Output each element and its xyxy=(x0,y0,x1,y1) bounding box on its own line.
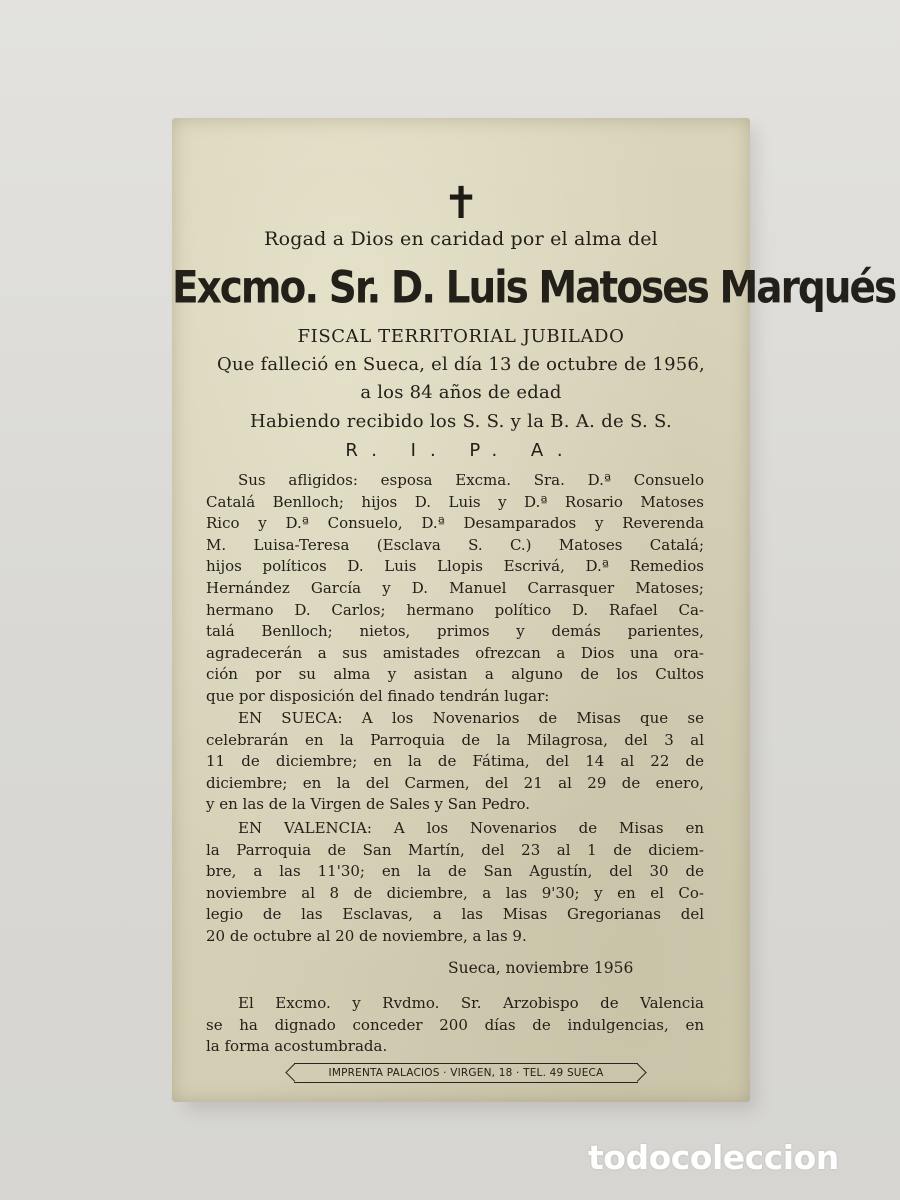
indulgence-line: la forma acostumbrada. xyxy=(206,1037,388,1056)
valencia-line: legio de las Esclavas, a las Misas Gregorianas del xyxy=(206,905,704,924)
mourners-line: ción por su alma y asistan a alguno de los Cultos xyxy=(206,665,704,684)
intro-line: Rogad a Dios en caridad por el alma del xyxy=(264,228,658,250)
mourners-line: M. Luisa-Teresa (Esclava S. C.) Matoses Catalá; xyxy=(206,535,704,554)
valencia-line: EN VALENCIA: A los Novenarios de Misas en xyxy=(238,819,704,837)
memorial-card xyxy=(172,118,896,1102)
mourners-paragraph xyxy=(206,470,704,708)
valencia-line: la Parroquia de San Martín, del 23 al 1 de diciem- xyxy=(206,840,704,859)
mourners-line: Rico y D.ª Consuelo, D.ª Desamparados y Reverenda xyxy=(206,514,704,533)
mourners-line: Catalá Benlloch; hijos D. Luis y D.ª Rosario Matoses xyxy=(206,492,704,511)
mourners-line: que por disposición del finado tendrán lugar: xyxy=(206,686,550,705)
valencia-line: 20 de octubre al 20 de noviembre, a las 9. xyxy=(206,926,527,945)
sueca-line: y en las de la Virgen de Sales y San Pedro. xyxy=(206,795,531,814)
sueca-line: diciembre; en la del Carmen, del 21 al 29 de enero, xyxy=(206,773,704,792)
sueca-line: EN SUECA: A los Novenarios de Misas que se xyxy=(238,709,704,727)
age-line: a los 84 años de edad xyxy=(360,382,562,403)
dateline: Sueca, noviembre 1956 xyxy=(448,959,634,977)
title-line: FISCAL TERRITORIAL JUBILADO xyxy=(297,326,625,347)
valencia-paragraph xyxy=(206,818,704,948)
sacraments-line: Habiendo recibido los S. S. y la B. A. de S. S. xyxy=(249,411,673,432)
death-line: Que falleció en Sueca, el día 13 de octubre de 1956, xyxy=(217,354,705,375)
cross-icon: ✝ xyxy=(442,178,480,229)
sueca-line: 11 de diciembre; en la de Fátima, del 14 al 22 de xyxy=(206,752,704,771)
mourners-line: hermano D. Carlos; hermano político D. Rafael Ca- xyxy=(206,600,704,619)
mourners-line: agradecerán a sus amistades ofrezcan a Dios una ora- xyxy=(206,643,704,662)
mourners-line: Hernández García y D. Manuel Carrasquer Matoses; xyxy=(206,578,704,597)
sueca-line: celebrarán en la Parroquia de la Milagrosa, del 3 al xyxy=(206,730,704,749)
deceased-name: Excmo. Sr. D. Luis Matoses Marqués xyxy=(172,262,896,314)
valencia-line: bre, a las 11'30; en la de San Agustín, del 30 de xyxy=(206,862,704,881)
indulgence-line: El Excmo. y Rvdmo. Sr. Arzobispo de Valencia xyxy=(238,994,704,1012)
indulgence-line: se ha dignado conceder 200 días de indulgencias, en xyxy=(206,1015,704,1034)
mourners-line: Sus afligidos: esposa Excma. Sra. D.ª Consuelo xyxy=(238,471,704,489)
mourners-line: talá Benlloch; nietos, primos y demás parientes, xyxy=(206,622,704,641)
indulgence-paragraph xyxy=(206,993,704,1058)
ripa-line: R. I. P. A. xyxy=(345,440,577,461)
mourners-line: hijos políticos D. Luis Llopis Escrivá, D.ª Remedios xyxy=(206,557,704,576)
valencia-line: noviembre al 8 de diciembre, a las 9'30; y en el Co- xyxy=(206,883,704,902)
printer-imprint: IMPRENTA PALACIOS · VIRGEN, 18 · TEL. 49 SUECA xyxy=(294,1063,638,1083)
sueca-paragraph xyxy=(206,708,704,816)
watermark-logo: todocoleccion xyxy=(588,1138,839,1177)
